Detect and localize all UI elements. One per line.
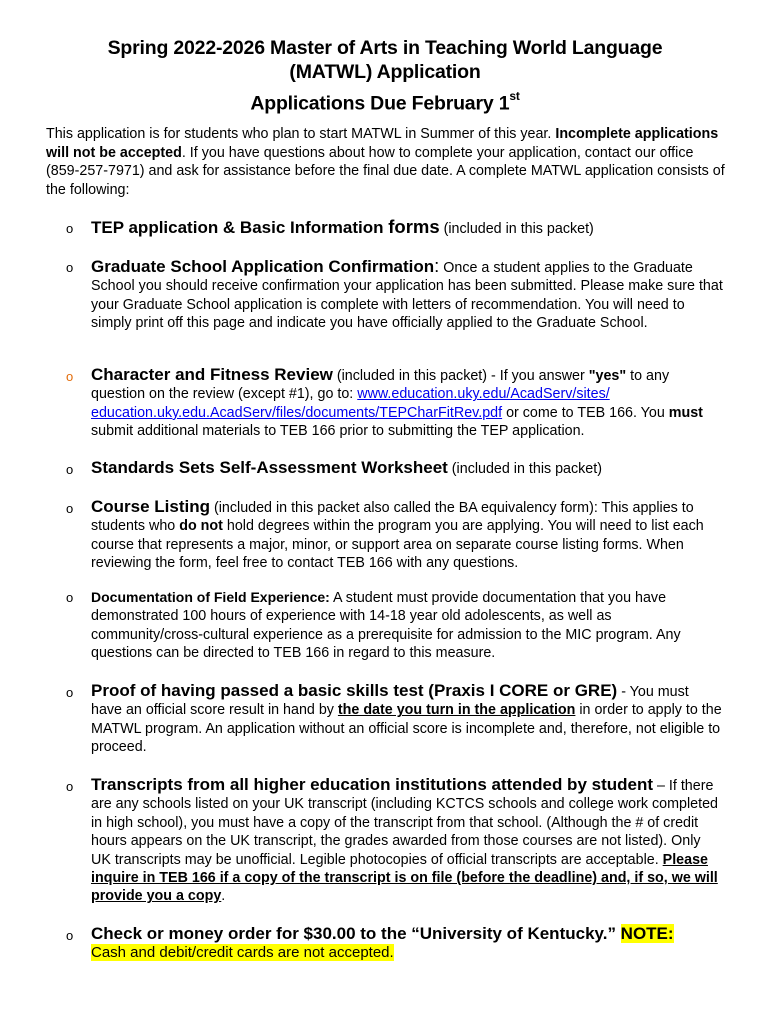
- due-date: Applications Due February 1: [250, 92, 510, 115]
- bullet-icon: o: [66, 685, 74, 700]
- note-label: NOTE:: [620, 924, 674, 943]
- bullet-icon: o: [66, 779, 74, 794]
- tep-review-link[interactable]: www.education.uky.edu/AcadServ/sites/ education.uky.edu.AcadServ/files/documents/TEPCharFitRev.pdf: [91, 386, 610, 421]
- title-line-2: (MATWL) Application: [289, 61, 481, 83]
- bullet-icon: o: [66, 260, 74, 275]
- title-line-3: [40, 86, 730, 116]
- bullet-icon: o: [66, 501, 74, 516]
- bullet-icon: o: [66, 369, 74, 384]
- bullet-icon: o: [66, 462, 74, 477]
- application-document: Spring 2022-2026 Master of Arts in Teaching World Language (MATWL) Application Applications Due February 1st This application is for students who plan to start MATWL in Summer of this year. Incomplete applications will not be accepted. If you have questions about how to complete your application, contact our office (859-257-7971) and ask for assistance before the final due date. A complete MATWL application consists of the following: o TEP application & Basic Information forms (included in this packet) o Graduate School Application Confirmation: Once a student applies to the Graduate School you should receive confirmation your application has been submitted. Please make sure that your Graduate School application is complete with letters of recommendation. You will need to simply print off this page and indicate you have officially applied to the Graduate School. o Character and Fitness Review (included in this packet) - If you answer "yes" to any question on the review (except #1), go to: www.education.uky.edu/AcadServ/sites/ education.uky.edu.AcadServ/files/documents/TEPCharFitRev.pdf or come to TEB 166. You must submit additional materials to TEB 166 prior to submitting the TEP application. o Standards Sets Self-Assessment Worksheet (included in this packet) o Course Listing (included in this packet also called the BA equivalency form): This applies to students who do not hold degrees within the program you are applying. You will need to list each course that represents a major, minor, or support area on separate course listing forms. When reviewing the form, feel free to contact TEB 166 with any questions. o Documentation of Field Experience: A student must provide documentation that you have demonstrated 100 hours of experience with 14-18 year old adolescents, as well as community/cross-cultural experience as a prerequisite for admission to the MIC program. Any questions can be directed to TEB 166 in regard to this measure. o Proof of having passed a basic skills test (Praxis I CORE or GRE) - You must have an official score result in hand by the date you turn in the application in order to apply to the MATWL program. An application without an official score is incomplete and, therefore, not eligible to proceed. o Transcripts from all higher education institutions attended by student – If there are any schools listed on your UK transcript (including KCTCS schools and college work completed in high school), you must have a copy of the transcript from that school. (Although the # of credit hours appears on the UK transcript, the grades awarded from those courses are not listed). Only UK transcripts may be unofficial. Legible photocopies of official transcripts are acceptable. Please inquire in TEB 166 if a copy of the transcript is on file (before the deadline) and, if so, we will provide you a copy. o Check or money order for $30.00 to the “University of Kentucky.” NOTE: Cash and debit/credit cards are not accepted.: [0, 0, 770, 1024]
- intro-paragraph: This application is for students who plan to start MATWL in Summer of this year. Incomplete applications will not be accepted. If you have questions about how to complete your application, contact our office (859-257-7971) and ask for assistance before the final due date. A complete MATWL application consists of the following:: [46, 126, 725, 198]
- bullet-icon: o: [66, 928, 74, 943]
- bullet-icon: o: [66, 590, 74, 605]
- title-line-1: Spring 2022-2026 Master of Arts in Teaching World Language: [107, 37, 663, 59]
- bullet-icon: o: [66, 221, 74, 236]
- due-date-suffix: st: [509, 89, 520, 103]
- intro-warning: Incomplete applications will not be accepted: [46, 126, 719, 161]
- payment-note: Cash and debit/credit cards are not accepted.: [91, 944, 394, 962]
